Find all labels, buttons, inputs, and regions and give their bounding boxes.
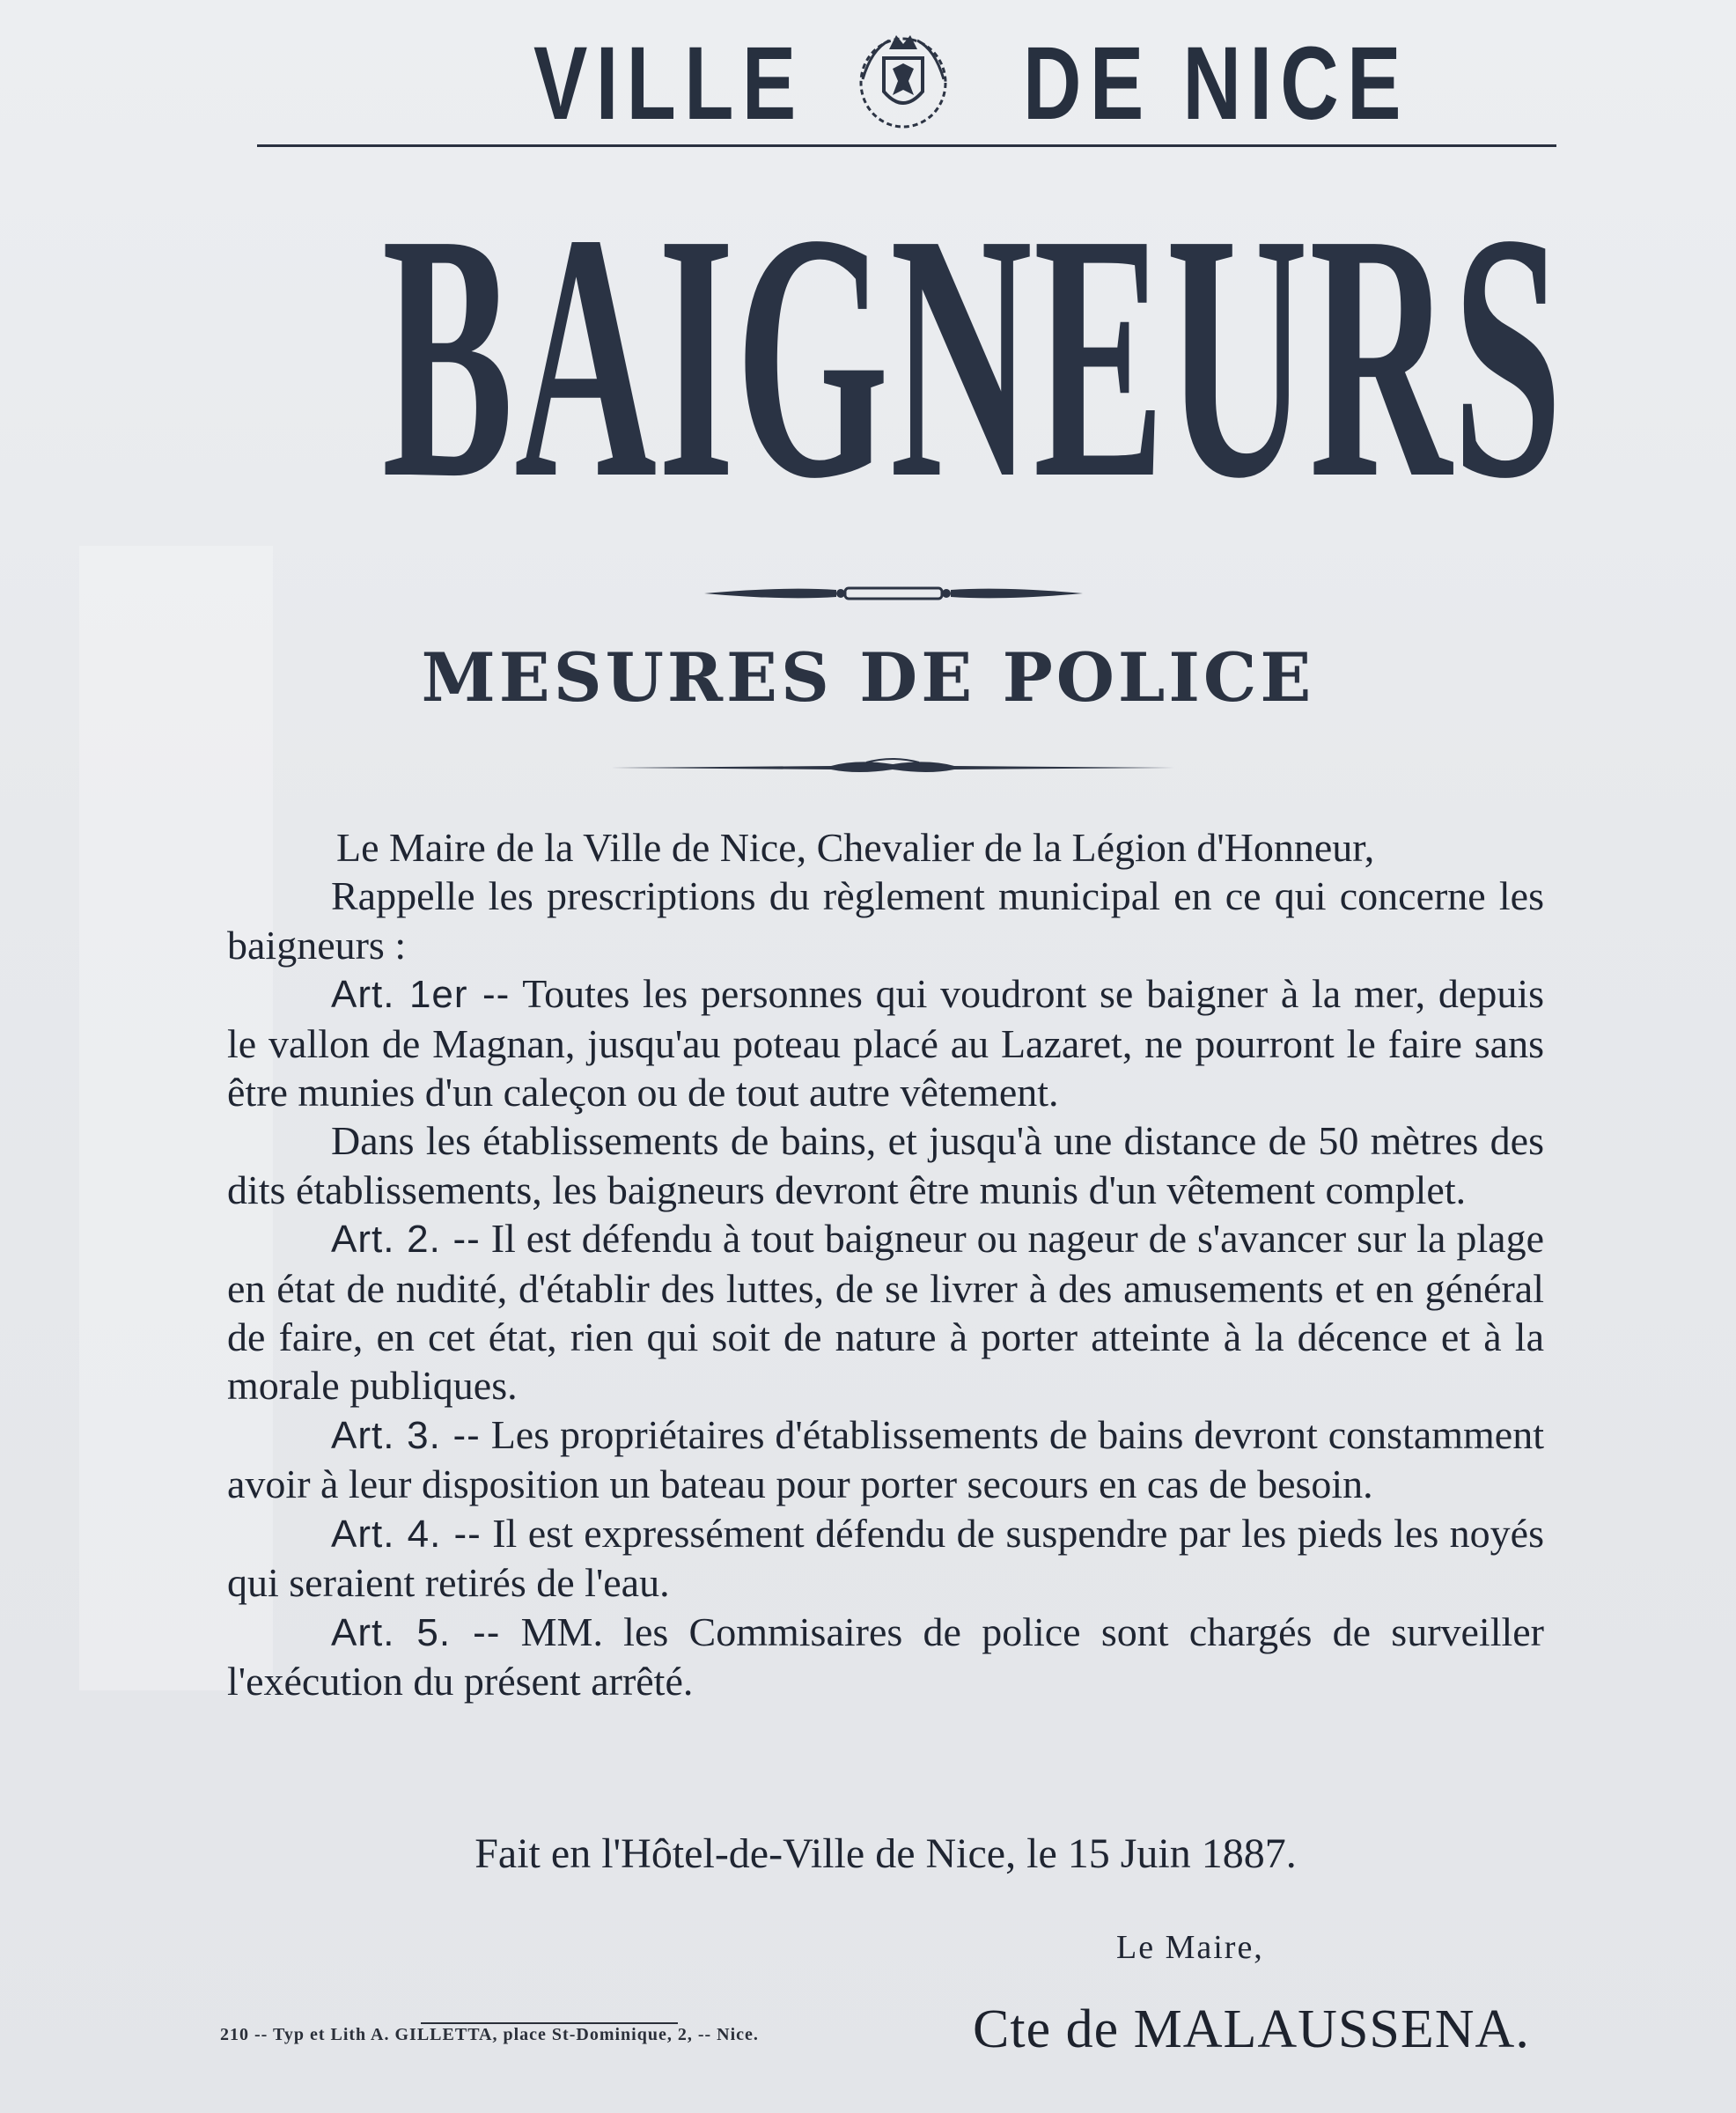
article-3-text: Les propriétaires d'établissements de bains devront constamment avoir à leur disposition un bateau pour porter secours en cas de besoin. [227, 1411, 1545, 1507]
poster-title: BAIGNEURS [381, 161, 1563, 551]
header-ville: VILLE [533, 26, 805, 142]
issued-date-line: Fait en l'Hôtel-de-Ville de Nice, le 15 Juin 1887. [474, 1830, 1297, 1877]
imprint-rule [421, 2022, 678, 2024]
article-1-text: Toutes les personnes qui voudront se baigner à la mer, depuis le vallon de Magnan, jusqu'au poteau placé au Lazaret, ne pourront le faire sans être munies d'un caleçon ou de tout autre vêtement. [227, 971, 1545, 1115]
city-crest-icon [854, 23, 953, 133]
article-5-label: Art. 5. -- [331, 1610, 501, 1654]
article-3-label: Art. 3. -- [331, 1413, 481, 1457]
article-4-label: Art. 4. -- [331, 1512, 482, 1556]
intro-line-1: Le Maire de la Ville de Nice, Chevalier de la Légion d'Honneur, [336, 825, 1375, 870]
header-rule [257, 144, 1556, 147]
header-de-nice: DE NICE [1023, 26, 1409, 142]
mayor-signature: Cte de MALAUSSENA. [973, 1999, 1530, 2059]
article-2 [227, 1214, 1544, 1410]
article-4 [227, 1509, 1544, 1608]
article-1-label: Art. 1er -- [331, 973, 511, 1017]
ornament-divider-icon [704, 581, 1083, 606]
article-3 [227, 1410, 1544, 1509]
article-5-text: MM. les Commisaires de police sont chargés de surveiller l'exécution du présent arrêté. [227, 1609, 1545, 1704]
article-1 [227, 969, 1544, 1116]
decree-body [227, 823, 1544, 1705]
poster-subtitle: MESURES DE POLICE [421, 638, 1315, 717]
article-5 [227, 1608, 1544, 1706]
printer-imprint: 210 -- Typ et Lith A. GILLETTA, place St-Dominique, 2, -- Nice. [220, 2025, 759, 2044]
article-2-label: Art. 2. -- [331, 1218, 481, 1262]
article-4-text: Il est expressément défendu de suspendre par les pieds les noyés qui seraient retirés de l'eau. [227, 1510, 1545, 1606]
intro-line-2: Rappelle les prescriptions du règlement municipal en ce qui concerne les baigneurs : [227, 873, 1544, 968]
mayor-label: Le Maire, [1116, 1929, 1264, 1966]
article-1-paragraph-2: Dans les établissements de bains, et jusqu'à une distance de 50 mètres des dits établissements, les baigneurs devront être munis d'un vêtement complet. [227, 1118, 1544, 1212]
article-2-text: Il est défendu à tout baigneur ou nageur de s'avancer sur la plage en état de nudité, d'établir des luttes, de se livrer à des amusements et en général de faire, en cet état, rien qui soit de nature à porter atteinte à la décence et à la morale publiques. [227, 1216, 1544, 1409]
ornament-flourish-icon [611, 755, 1174, 777]
